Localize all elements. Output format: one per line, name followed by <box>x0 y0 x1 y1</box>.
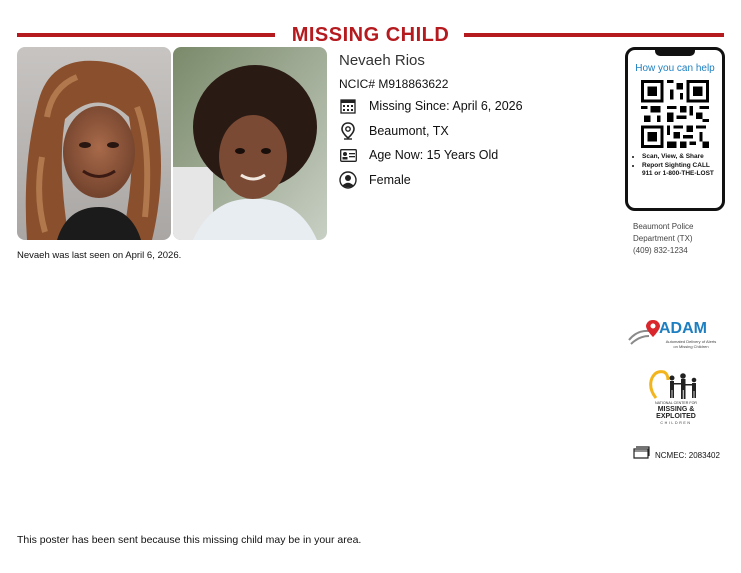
adam-subtitle-1: Automated Delivery of Alerts <box>665 339 717 344</box>
ncmec-logo <box>646 368 706 430</box>
help-bullet-report: • Report Sighting CALL 911 or 1-800-THE-LOST <box>642 162 722 178</box>
person-icon <box>339 171 357 189</box>
age-now: Age Now: 15 Years Old <box>369 148 499 162</box>
agency-contact <box>633 221 733 257</box>
ncmec-case <box>633 446 720 464</box>
folder-icon <box>633 446 650 464</box>
location: Beaumont, TX <box>369 124 449 138</box>
child-photo-2 <box>173 47 327 240</box>
location-row <box>339 121 449 141</box>
phone-notch <box>655 49 695 56</box>
help-card <box>625 47 725 211</box>
missing-since: Missing Since: April 6, 2026 <box>369 99 523 113</box>
ncmec-mid-line-2: EXPLOITED <box>656 413 696 420</box>
agency-line-1: Beaumont Police <box>633 222 694 231</box>
id-card-icon <box>339 146 357 164</box>
adam-subtitle-2: on Missing Children <box>673 344 709 349</box>
sex: Female <box>369 173 411 187</box>
ncmec-mid-text <box>646 406 706 420</box>
agency-line-2: Department (TX) <box>633 234 693 243</box>
child-name: Nevaeh Rios <box>339 52 425 69</box>
ncmec-bottom-text: CHILDREN <box>660 421 692 425</box>
qr-code[interactable] <box>641 80 709 153</box>
ncmec-top-text: NATIONAL CENTER FOR <box>655 401 697 405</box>
sex-row <box>339 170 411 190</box>
footer-note: This poster has been sent because this missing child may be in your area. <box>17 534 362 546</box>
child-photo-1 <box>17 47 171 240</box>
calendar-icon <box>339 97 357 115</box>
agency-phone: (409) 832-1234 <box>633 246 688 255</box>
help-heading: How you can help <box>635 63 715 74</box>
adam-logo <box>627 318 727 354</box>
last-seen-text: Nevaeh was last seen on April 6, 2026. <box>17 250 182 261</box>
ncmec-case-number: NCMEC: 2083402 <box>655 450 720 460</box>
poster-title: MISSING CHILD <box>291 24 450 46</box>
ncic-number: NCIC# M918863622 <box>339 77 449 91</box>
adam-wordmark: ADAM <box>659 320 707 337</box>
map-pin-icon <box>339 122 357 140</box>
age-row <box>339 145 498 165</box>
missing-since-row <box>339 96 523 116</box>
ncmec-mid-line-1: MISSING & <box>657 406 695 413</box>
help-bullet-share: • Scan, View, & Share <box>642 153 722 161</box>
help-list <box>630 153 722 179</box>
